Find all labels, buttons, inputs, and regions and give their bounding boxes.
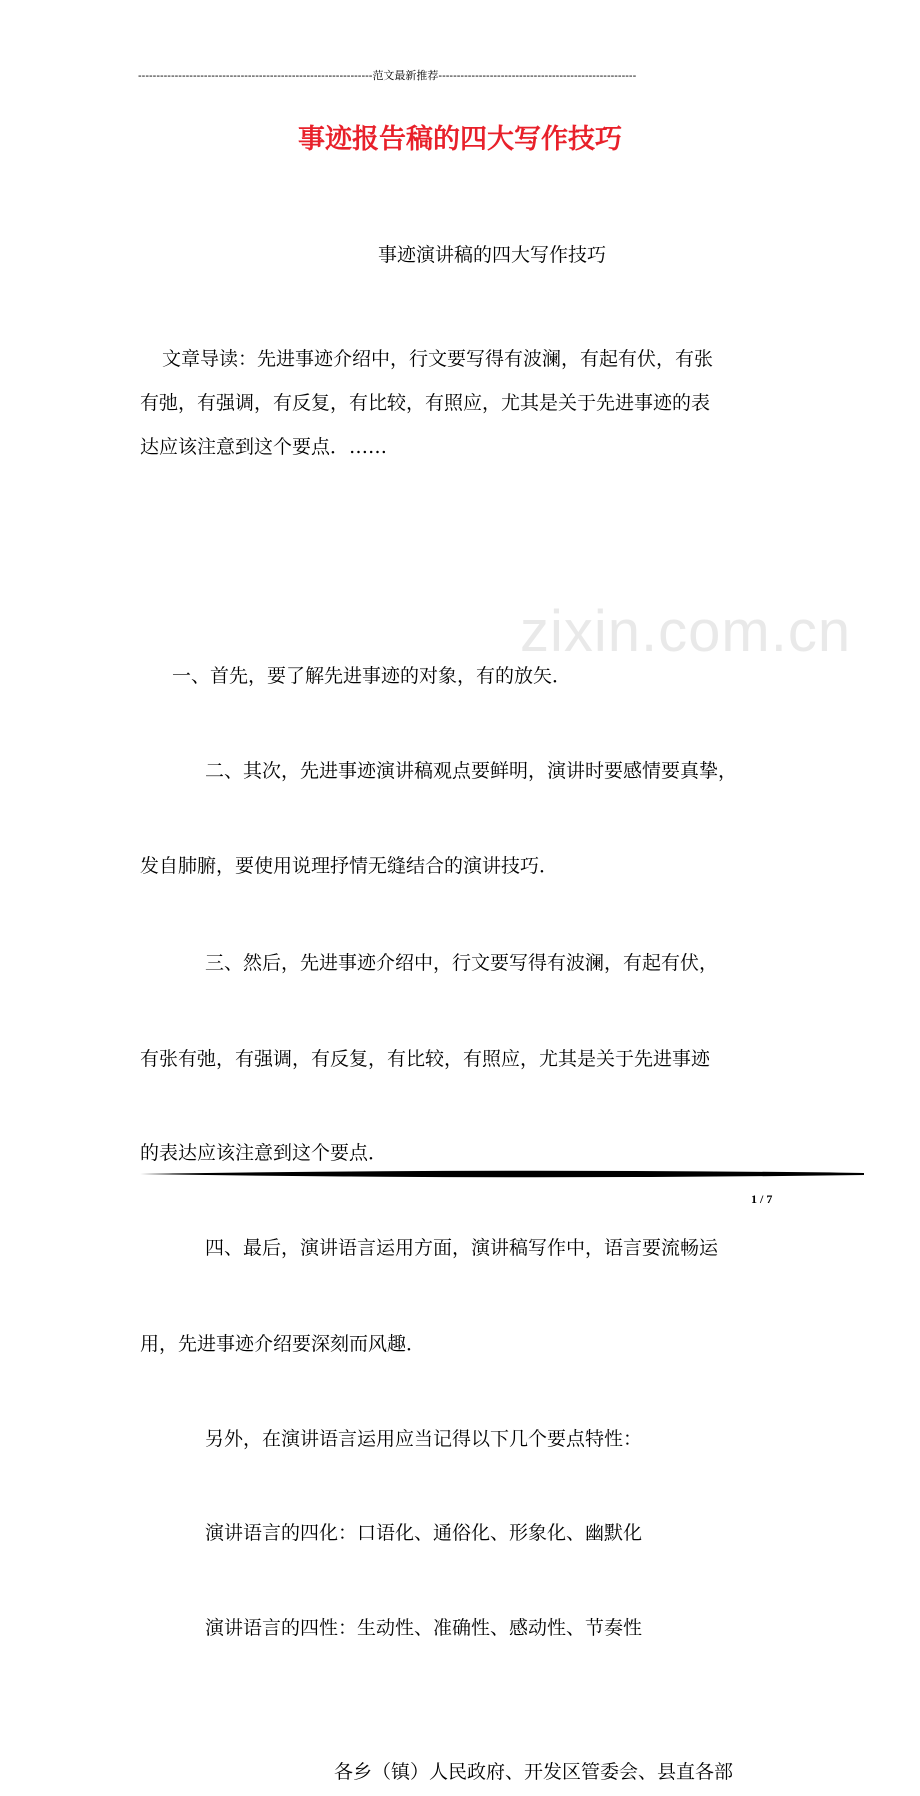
paragraph-addressees: 各乡（镇）人民政府、开发区管委会、县直各部	[334, 1761, 734, 1783]
paragraph-four-qualities: 演讲语言的四性：生动性、准确性、感动性、节奏性	[205, 1617, 643, 1639]
intro-line: 达应该注意到这个要点．……	[140, 436, 388, 458]
document-subtitle: 事迹演讲稿的四大写作技巧	[378, 244, 607, 266]
paragraph-fourth-line-1: 四、最后，演讲语言运用方面，演讲稿写作中，语言要流畅运	[205, 1237, 719, 1259]
intro-paragraph	[140, 337, 790, 469]
paragraph-four-modernizations: 演讲语言的四化：口语化、通俗化、形象化、幽默化	[205, 1522, 643, 1544]
intro-line: 有弛，有强调，有反复，有比较，有照应，尤其是关于先进事迹的表	[140, 392, 711, 414]
watermark: zixin.com.cn	[520, 599, 852, 664]
paragraph-second-line-2: 发自肺腑，要使用说理抒情无缝结合的演讲技巧．	[140, 855, 559, 877]
paragraph-first: 一、首先，要了解先进事迹的对象，有的放矢．	[172, 665, 572, 687]
paragraph-third-line-3: 的表达应该注意到这个要点．	[140, 1142, 388, 1164]
header-rule: ----------------------------------------------------------------范文最新推荐------------------------------------------------------	[138, 70, 637, 82]
paragraph-second-line-1: 二、其次，先进事迹演讲稿观点要鲜明，演讲时要感情要真挚，	[205, 760, 738, 782]
paragraph-third-line-1: 三、然后，先进事迹介绍中，行文要写得有波澜，有起有伏，	[205, 952, 719, 974]
page-number: 1 / 7	[751, 1192, 773, 1206]
document-title: 事迹报告稿的四大写作技巧	[298, 124, 622, 155]
paragraph-third-line-2: 有张有弛，有强调，有反复，有比较，有照应，尤其是关于先进事迹	[140, 1048, 711, 1070]
paragraph-fourth-line-2: 用，先进事迹介绍要深刻而风趣．	[140, 1333, 426, 1355]
paragraph-additional: 另外，在演讲语言运用应当记得以下几个要点特性：	[205, 1428, 643, 1450]
intro-line: 文章导读：先进事迹介绍中，行文要写得有波澜，有起有伏，有张	[162, 348, 714, 370]
